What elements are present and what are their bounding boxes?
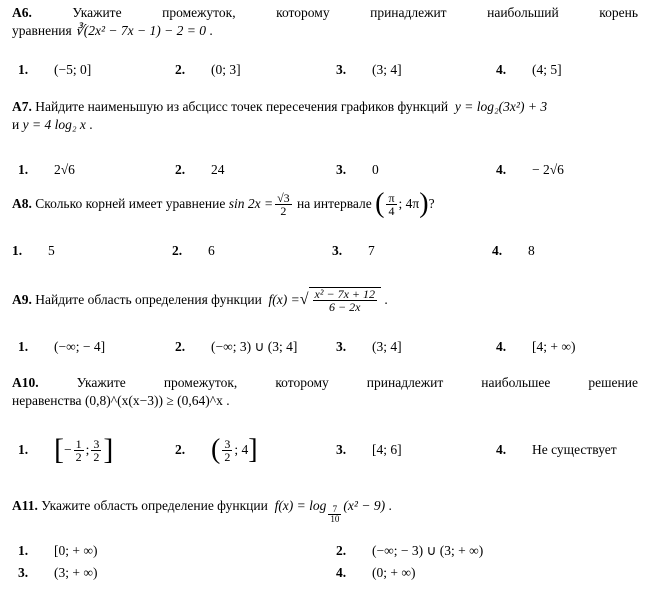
question-a6: А6. Укажите промежуток, которому принадлежит наибольший корень уравнения ∛(2x² − 7x − 1) − 2 = 0 . — [12, 5, 638, 38]
option-1[interactable]: 1. 5 — [12, 243, 55, 258]
fraction: $\frac{3}{2}$ — [93, 436, 100, 464]
question-a9: А9. Найдите область определения функции f(x) = √ $\frac{\text{x² − 7x + 12}}{6 - 2x}$ . — [12, 287, 388, 314]
inequality: (0,8)^(x(x−3)) ≥ (0,64)^x — [84, 393, 223, 408]
options-a11-row2 — [12, 562, 638, 584]
option-4[interactable]: 4. [4; + ∞) — [496, 339, 576, 354]
question-label: А11. — [12, 498, 38, 513]
fraction: $\frac{1}{2}$ — [75, 436, 82, 464]
option-4[interactable]: 4. (4; 5] — [496, 62, 562, 77]
option-2[interactable]: 2. (−∞; − 3) ∪ (3; + ∞) — [336, 543, 484, 558]
options-a9 — [12, 336, 638, 358]
question-label: А9. — [12, 292, 32, 307]
option-3[interactable]: 3. (3; 4] — [336, 339, 402, 354]
option-2[interactable]: 2. (0; 3] — [175, 62, 241, 77]
options-a11-row1 — [12, 540, 638, 562]
option-2[interactable]: 2. (−∞; 3) ∪ (3; 4] — [175, 339, 298, 354]
option-1[interactable]: 1. 2√6 — [18, 162, 75, 177]
question-label: А10. — [12, 375, 39, 390]
question-label: А6. — [12, 5, 32, 20]
option-2[interactable]: 2. 6 — [172, 243, 215, 258]
option-4[interactable]: 4. (0; + ∞) — [336, 565, 416, 580]
question-label: А7. — [12, 99, 32, 114]
function-2: y = 4 log₂ x — [22, 117, 86, 132]
option-3[interactable]: 3. [4; 6] — [336, 442, 402, 457]
options-a8 — [12, 240, 638, 262]
option-4[interactable]: 4. − 2√6 — [496, 162, 564, 177]
option-3[interactable]: 3. 7 — [332, 243, 375, 258]
option-2[interactable]: 2. ( $\frac{3}{2}$ ; 4 ] — [175, 434, 258, 465]
option-1[interactable]: 1. (−5; 0] — [18, 62, 92, 77]
option-3[interactable]: 3. (3; + ∞) — [18, 565, 98, 580]
options-a6 — [12, 59, 638, 81]
question-a11: А11. Укажите область определение функции f(x) = log $\frac{7}{10}$ (x² − 9) . — [12, 498, 392, 524]
fraction: $\frac{\pi}{4}$ — [388, 190, 395, 218]
log-base: $\frac{7}{10}$ — [330, 503, 340, 524]
square-root — [309, 287, 381, 313]
fraction: $\frac{\text{x² − 7x + 12}}{6 - 2x}$ — [314, 287, 375, 314]
option-4[interactable]: 4. Не существует — [496, 442, 617, 457]
equation: ∛(2x² − 7x − 1) − 2 = 0 — [75, 23, 206, 38]
question-a7: А7. Найдите наименьшую из абсцисс точек пересечения графиков функций y = log₂(3x²) + 3 и y = 4 log₂ x . — [12, 99, 548, 132]
options-a10 — [12, 430, 638, 470]
option-1[interactable]: 1. [ − $\frac{1}{2}$ ; $\frac{3}{2}$ ] — [18, 433, 114, 466]
option-4[interactable]: 4. 8 — [492, 243, 535, 258]
option-1[interactable]: 1. [0; + ∞) — [18, 543, 98, 558]
option-3[interactable]: 3. 0 — [336, 162, 379, 177]
option-2[interactable]: 2. 24 — [175, 162, 225, 177]
question-a10: А10. Укажите промежуток, которому принадлежит наибольшее решение неравенства (0,8)^(x(x−3)) ≥ (0,64)^x . — [12, 375, 638, 408]
fraction: $\frac{3}{2}$ — [224, 436, 231, 464]
function-1: y = log₂(3x²) + 3 — [454, 99, 548, 114]
options-a7 — [12, 159, 638, 181]
option-3[interactable]: 3. (3; 4] — [336, 62, 402, 77]
question-a8: А8. Сколько корней имеет уравнение sin 2x = $\frac{√3}{2}$ на интервале ( $\frac{\pi}{4}$ ; 4π ) ? — [12, 188, 435, 219]
question-label: А8. — [12, 196, 32, 211]
option-1[interactable]: 1. (−∞; − 4] — [18, 339, 106, 354]
fraction: $\frac{√3}{2}$ — [277, 190, 290, 218]
